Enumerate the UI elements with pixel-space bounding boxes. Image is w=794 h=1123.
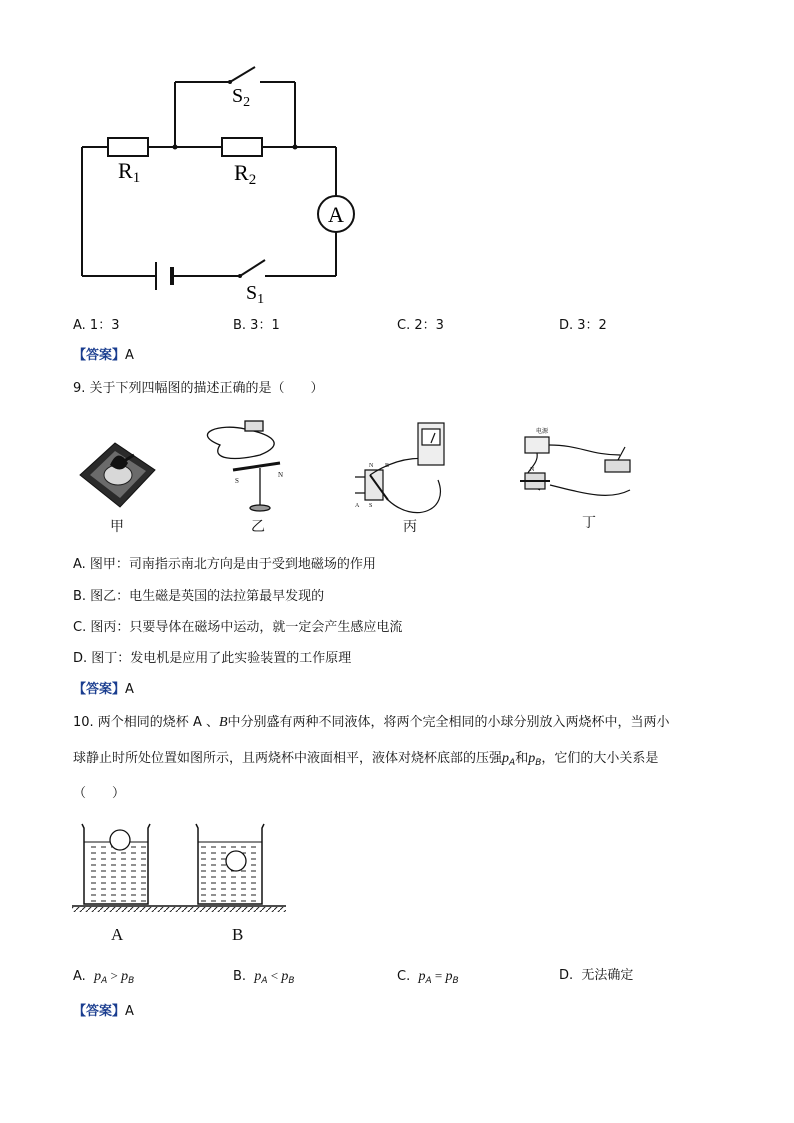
label-yi: 乙 <box>251 520 265 535</box>
figure-ding-motor <box>520 437 630 495</box>
svg-text:S: S <box>235 477 239 485</box>
ball-b <box>226 851 246 871</box>
q8-answer <box>73 348 134 364</box>
svg-text:B: B <box>385 463 390 469</box>
ball-a <box>110 830 130 850</box>
answer-tag: 【答案】 <box>73 348 126 363</box>
label-bing: 丙 <box>403 520 417 535</box>
q9-option-b: B. 图乙：电生磁是英国的法拉第最早发现的 <box>73 589 325 604</box>
label-r1: R1 <box>118 158 141 186</box>
svg-text:电源: 电源 <box>536 429 549 435</box>
resistor-r2 <box>222 138 262 156</box>
beaker-a <box>82 824 150 904</box>
q9-figures <box>70 415 650 540</box>
svg-text:N: N <box>530 467 535 473</box>
ammeter-label: A <box>328 202 344 227</box>
answer-value: A <box>125 682 134 697</box>
q9-option-d: D. 图丁：发电机是应用了此实验装置的工作原理 <box>73 651 352 666</box>
svg-text:S: S <box>369 503 373 509</box>
q10-option-c: C. $p_A = p_B$ <box>397 968 459 986</box>
q9-option-c: C. 图丙：只要导体在磁场中运动，就一定会产生感应电流 <box>73 620 403 635</box>
q10-option-d: D. 无法确定 <box>559 968 634 983</box>
resistor-r1 <box>108 138 148 156</box>
beaker-b <box>196 824 264 904</box>
label-jia: 甲 <box>110 520 124 535</box>
label-r2: R2 <box>234 160 257 188</box>
svg-text:A: A <box>355 503 360 509</box>
switch-s2-blade <box>230 67 255 82</box>
svg-text:N: N <box>278 471 284 479</box>
q9-answer <box>73 682 134 698</box>
q9-question: 9. 关于下列四幅图的描述正确的是（ ） <box>73 381 324 396</box>
q10-line2: 球静止时所处位置如图所示，且两烧杯中液面相平，液体对烧杯底部的压强$p_A$和$p_B$，它们的大小关系是 <box>73 751 659 768</box>
circuit-diagram <box>70 55 370 310</box>
figure-yi-oersted <box>207 421 280 511</box>
beaker-label-a: A <box>111 925 124 944</box>
label-ding: 丁 <box>582 516 596 531</box>
q8-option-d: D. 3：2 <box>559 318 607 333</box>
q10-line1: 10. 两个相同的烧杯 A 、B中分别盛有两种不同液体，将两个完全相同的小球分别放入两烧杯中，当两小 <box>73 715 670 730</box>
beaker-diagram <box>70 820 290 950</box>
answer-tag: 【答案】 <box>73 682 126 697</box>
figure-jia-compass <box>80 443 155 507</box>
svg-text:N: N <box>369 463 374 469</box>
q10-option-b: B. $p_A < p_B$ <box>233 968 295 986</box>
q10-option-a: A. $p_A > p_B$ <box>73 968 135 986</box>
switch-s1-blade <box>240 260 265 276</box>
q9-option-a: A. 图甲：司南指示南北方向是由于受到地磁场的作用 <box>73 557 376 572</box>
q10-answer <box>73 1004 134 1020</box>
q8-option-a: A. 1：3 <box>73 318 120 333</box>
q10-paren: （ ） <box>73 786 126 801</box>
answer-tag: 【答案】 <box>73 1004 126 1019</box>
q8-option-c: C. 2：3 <box>397 318 444 333</box>
beaker-label-b: B <box>232 925 244 944</box>
answer-value: A <box>125 348 134 363</box>
answer-value: A <box>125 1004 134 1019</box>
label-s1: $S_1$ <box>246 282 265 307</box>
label-s2: $S_2$ <box>232 85 251 110</box>
q8-option-b: B. 3：1 <box>233 318 280 333</box>
